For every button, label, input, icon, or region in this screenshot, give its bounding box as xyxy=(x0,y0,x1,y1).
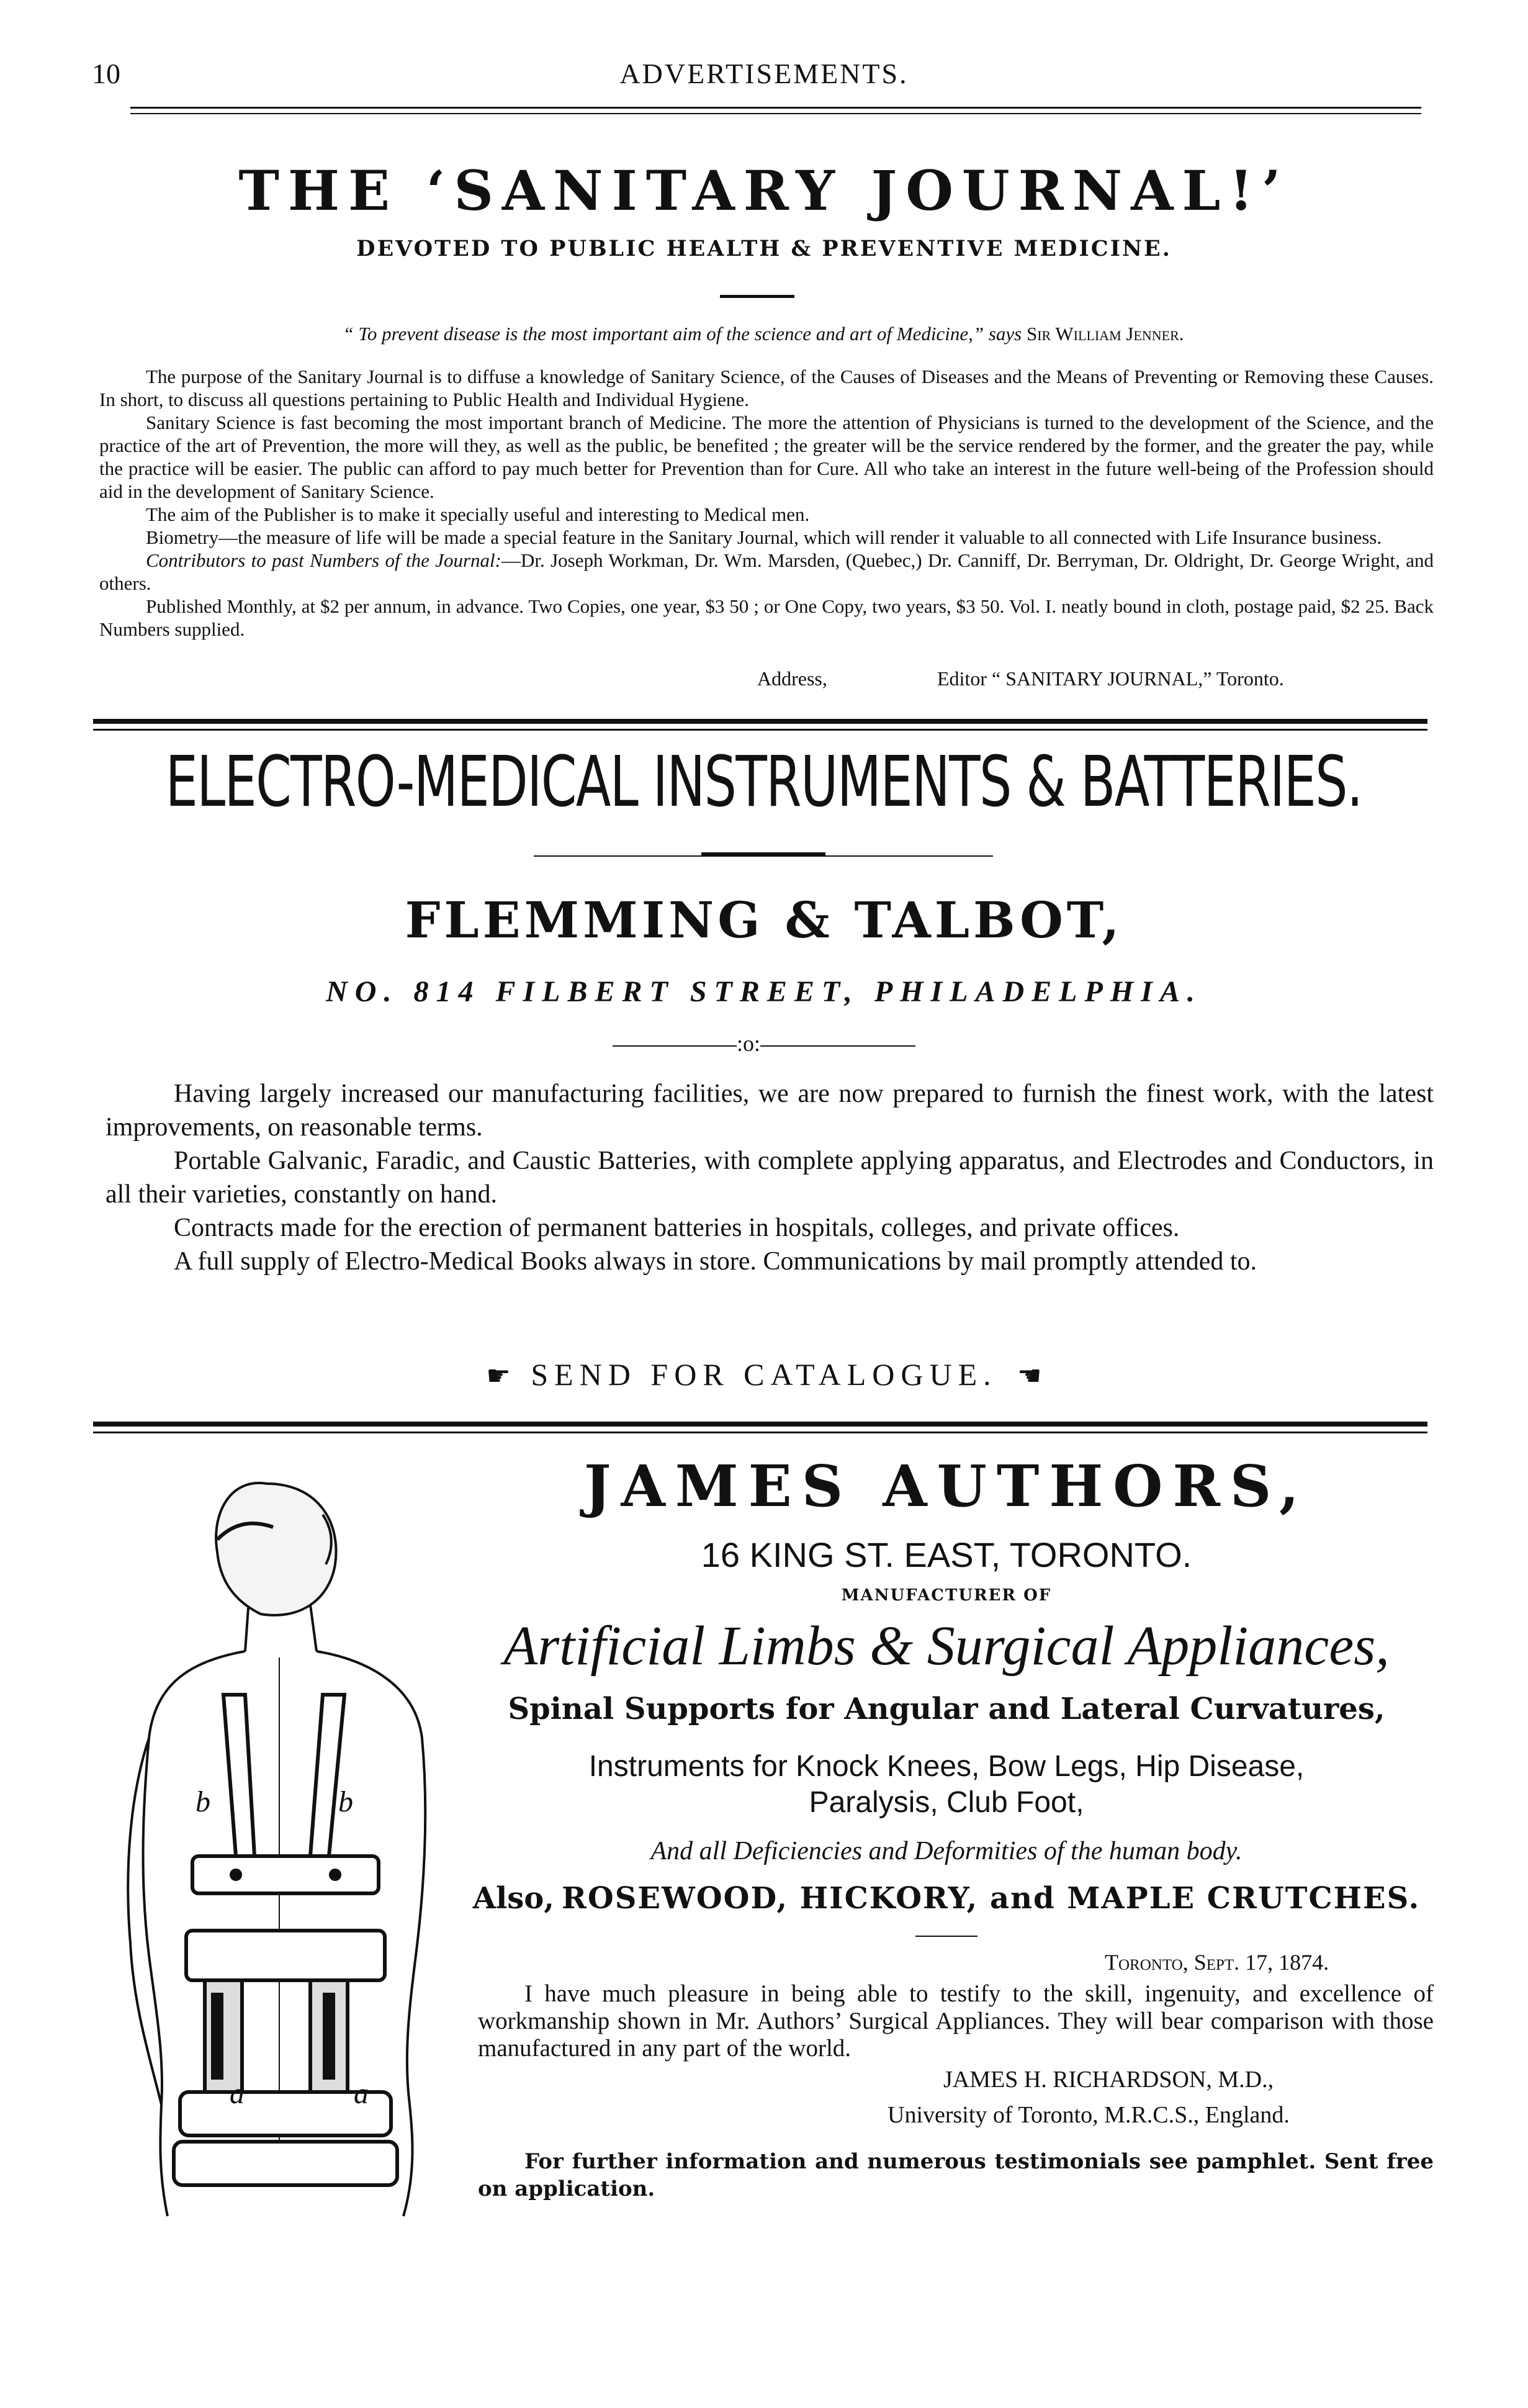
authors-name: JAMES AUTHORS, xyxy=(583,1453,1310,1520)
sanitary-paragraph: The purpose of the Sanitary Journal is to diffuse a knowledge of Sanitary Science, of the Causes of Diseases and the Means of Preventing or Removing these Causes. In short, to discuss all questions pertaining to Public Health and Individual Hygiene. xyxy=(99,366,1434,410)
section-rule-thin xyxy=(93,729,1427,731)
authors-line-deficiencies: And all Deficiencies and Deformities of the human body. xyxy=(650,1837,1243,1865)
authors-line-artificial: Artificial Limbs & Surgical Appliances, xyxy=(503,1615,1390,1677)
authors-line-instruments: Instruments for Knock Knees, Bow Legs, Hip Disease, xyxy=(588,1750,1305,1783)
torso-figure-icon xyxy=(112,1446,459,2241)
electro-headline-text: ELECTRO-MEDICAL INSTRUMENTS & BATTERIES. xyxy=(166,742,1362,823)
header-rule-bottom xyxy=(130,113,1421,114)
testimonial-date: Toronto, Sept. 17, 1874. xyxy=(1105,1950,1329,1975)
sanitary-paragraph xyxy=(99,549,1434,595)
sanitary-address-value: Editor “ SANITARY JOURNAL,” Toronto. xyxy=(937,667,1284,690)
testimonial-signer-title: University of Toronto, M.R.C.S., England. xyxy=(888,2102,1290,2128)
sanitary-short-rule xyxy=(720,295,794,298)
firm-name: FLEMMING & TALBOT, xyxy=(405,891,1123,949)
spinal-brace-illustration xyxy=(112,1446,459,2241)
sanitary-paragraph: Biometry—the measure of life will be made a special feature in the Sanitary Journal, which will render it valuable to all connected with Life Insurance business. xyxy=(146,526,1382,548)
quote-author: Sir William Jenner. xyxy=(1026,323,1184,345)
authors-address: 16 KING ST. EAST, TORONTO. xyxy=(701,1535,1192,1574)
testimonial-signer: JAMES H. RICHARDSON, M.D., xyxy=(943,2067,1274,2093)
also-label: Also, xyxy=(472,1881,554,1916)
figure-label-b-left: b xyxy=(195,1785,210,1818)
sanitary-address-label: Address, xyxy=(757,667,827,690)
firm-address: NO. 814 FILBERT STREET, PHILADELPHIA. xyxy=(326,975,1202,1008)
page-number: 10 xyxy=(92,58,120,89)
catalogue-line xyxy=(0,1356,1528,1392)
figure-label-a-right: a xyxy=(354,2077,369,2110)
sanitary-body xyxy=(99,365,1434,641)
authors-line-crutches xyxy=(459,1881,1434,1916)
sanitary-title: THE ‘SANITARY JOURNAL!’ xyxy=(238,158,1290,223)
authors-footer: For further information and numerous testimonials see pamphlet. Sent free on application. xyxy=(478,2149,1434,2201)
sanitary-quote xyxy=(93,323,1434,345)
sanitary-paragraph: Sanitary Science is fast becoming the most important branch of Medicine. The more the attention of Physicians is turned to the development of the Science, and the practice of the art of Prevention, the more will they, as well as the public, be benefited ; the greater will be the service rendered by the former, and the greater the pay, while the practice will be easier. The public can afford to pay much better for Prevention than for Cure. All who take an interest in the future well-being of the Profession should aid in the development of Sanitary Science. xyxy=(99,412,1434,502)
figure-label-b-right: b xyxy=(338,1785,353,1818)
sanitary-subtitle: DEVOTED TO PUBLIC HEALTH & PREVENTIVE MEDICINE. xyxy=(356,236,1172,261)
authors-line-paralysis: Paralysis, Club Foot, xyxy=(809,1786,1084,1819)
electro-headline xyxy=(0,742,1528,835)
header-rule-top xyxy=(130,107,1421,109)
electro-body xyxy=(106,1077,1434,1278)
authors-short-rule xyxy=(915,1936,977,1937)
running-header: ADVERTISEMENTS. xyxy=(619,58,909,89)
pointing-hand-icon: ☛ xyxy=(486,1361,517,1391)
figure-label-a-left: a xyxy=(230,2077,245,2110)
electro-paragraph: A full supply of Electro-Medical Books always in store. Communications by mail promptly attended to. xyxy=(174,1247,1257,1276)
electro-paragraph: Contracts made for the erection of permanent batteries in hospitals, colleges, and private offices. xyxy=(174,1214,1180,1242)
section-rule-thick xyxy=(93,719,1427,724)
electro-paragraph: Portable Galvanic, Faradic, and Caustic Batteries, with complete applying apparatus, and Electrodes and Conductors, in all their varieties, constantly on hand. xyxy=(106,1147,1434,1209)
section-rule-thick-2 xyxy=(93,1422,1427,1427)
divider-mark: :o: xyxy=(736,1031,760,1056)
authors-line-spinal: Spinal Supports for Angular and Lateral Curvatures, xyxy=(508,1692,1385,1726)
contributors-label: Contributors to past Numbers of the Journal: xyxy=(146,549,501,571)
pointing-hand-icon: ☛ xyxy=(1011,1361,1042,1391)
electro-rule-center xyxy=(701,852,825,857)
crutches-text: ROSEWOOD, HICKORY, and MAPLE CRUTCHES. xyxy=(561,1881,1421,1916)
electro-paragraph: Having largely increased our manufacturing facilities, we are now prepared to furnish the finest work, with the latest improvements, on reasonable terms. xyxy=(106,1080,1434,1142)
manufacturer-of: MANUFACTURER OF xyxy=(841,1586,1052,1605)
electro-divider xyxy=(0,1030,1528,1057)
section-rule-thin-2 xyxy=(93,1432,1427,1433)
contributors-text: —Dr. Joseph Workman, Dr. Wm. Marsden, (Quebec,) Dr. Canniff, Dr. Berryman, Dr. Oldright, Dr. George Wright, and others. xyxy=(99,549,1434,594)
sanitary-paragraph: Published Monthly, at $2 per annum, in advance. Two Copies, one year, $3 50 ; or One Copy, two years, $3 50. Vol. I. neatly bound in cloth, postage paid, $2 25. Back Numbers supplied. xyxy=(99,595,1434,640)
quote-text: “ To prevent disease is the most important aim of the science and art of Medicine,” says xyxy=(343,323,1022,345)
catalogue-text: SEND FOR CATALOGUE. xyxy=(531,1357,997,1392)
testimonial-body: I have much pleasure in being able to testify to the skill, ingenuity, and excellence of workmanship shown in Mr. Authors’ Surgical Appliances. They will bear comparison with those manufactured in any part of the world. xyxy=(478,1980,1434,2062)
sanitary-paragraph: The aim of the Publisher is to make it specially useful and interesting to Medical men. xyxy=(146,503,810,525)
